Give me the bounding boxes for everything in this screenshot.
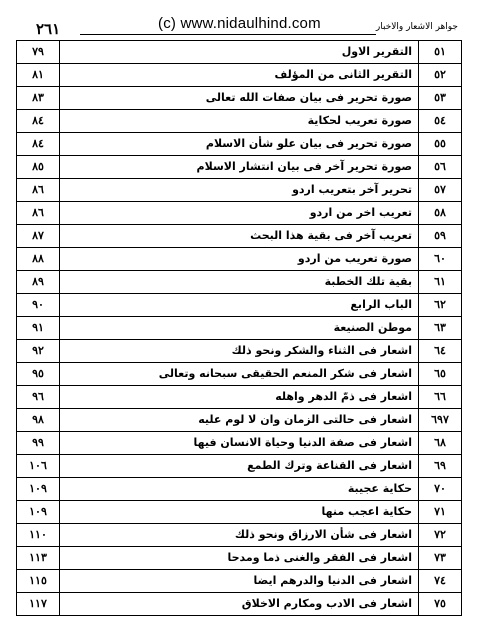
entry-number: ٦٨: [419, 432, 462, 455]
entry-number: ٥٨: [419, 202, 462, 225]
entry-number: ٥٦: [419, 156, 462, 179]
entry-number: ٧١: [419, 501, 462, 524]
header-rule: [80, 34, 376, 35]
entry-number: ٥٣: [419, 87, 462, 110]
entry-title: التقرير الاول: [60, 41, 419, 64]
entry-page: ٨٤: [17, 110, 60, 133]
entry-title: تعريب اخر من اردو: [60, 202, 419, 225]
entry-title: تحرير آخر بتعريب اردو: [60, 179, 419, 202]
entry-page: ١١٠: [17, 524, 60, 547]
table-row: [17, 363, 462, 386]
entry-number: ٦٢: [419, 294, 462, 317]
entry-title: صورة تعريب لحكاية: [60, 110, 419, 133]
entry-number: ٦٣: [419, 317, 462, 340]
entry-page: ٩٠: [17, 294, 60, 317]
table-row: [17, 110, 462, 133]
entry-title: اشعار فى القناعة وترك الطمع: [60, 455, 419, 478]
entry-page: ٩٩: [17, 432, 60, 455]
table-row: [17, 271, 462, 294]
table-row: [17, 294, 462, 317]
entry-number: ٧٣: [419, 547, 462, 570]
entry-number: ٥٩: [419, 225, 462, 248]
entry-page: ١٠٩: [17, 501, 60, 524]
entry-page: ١١٥: [17, 570, 60, 593]
entry-number: ٥١: [419, 41, 462, 64]
entry-page: ٧٩: [17, 41, 60, 64]
entry-title: صورة تعريب من اردو: [60, 248, 419, 271]
page-header: [16, 10, 462, 40]
entry-number: ٦٠: [419, 248, 462, 271]
entry-page: ٩٥: [17, 363, 60, 386]
entry-number: ٦٩٧: [419, 409, 462, 432]
table-row: [17, 225, 462, 248]
entry-title: صورة تحرير فى بيان علو شأن الاسلام: [60, 133, 419, 156]
book-title: جواهر الاشعار والاخبار: [375, 22, 458, 32]
entry-page: ٨٨: [17, 248, 60, 271]
entry-title: اشعار فى ذمّ الدهر واهله: [60, 386, 419, 409]
entry-number: ٧٢: [419, 524, 462, 547]
entry-number: ٦٩: [419, 455, 462, 478]
table-row: [17, 41, 462, 64]
contents-table-body: [17, 41, 462, 616]
entry-number: ٦٦: [419, 386, 462, 409]
page-number: ٢٦١: [36, 20, 61, 38]
entry-page: ٩٦: [17, 386, 60, 409]
entry-page: ٨١: [17, 64, 60, 87]
entry-number: ٦٥: [419, 363, 462, 386]
entry-page: ٨٥: [17, 156, 60, 179]
entry-title: صورة تحرير آخر فى بيان انتشار الاسلام: [60, 156, 419, 179]
entry-number: ٦٤: [419, 340, 462, 363]
entry-title: اشعار فى الثناء والشكر ونحو ذلك: [60, 340, 419, 363]
entry-page: ٨٩: [17, 271, 60, 294]
entry-title: الباب الرابع: [60, 294, 419, 317]
table-row: [17, 133, 462, 156]
table-row: [17, 64, 462, 87]
entry-title: حكاية عجيبة: [60, 478, 419, 501]
entry-number: ٧٠: [419, 478, 462, 501]
entry-title: صورة تحرير فى بيان صفات الله تعالى: [60, 87, 419, 110]
table-row: [17, 455, 462, 478]
table-row: [17, 156, 462, 179]
entry-title: موطن الصنيعة: [60, 317, 419, 340]
entry-title: اشعار فى صفة الدنيا وحياة الانسان فيها: [60, 432, 419, 455]
contents-table: [16, 40, 462, 616]
entry-page: ٨٣: [17, 87, 60, 110]
entry-page: ١٠٦: [17, 455, 60, 478]
entry-title: التقرير الثانى من المؤلف: [60, 64, 419, 87]
entry-page: ٨٤: [17, 133, 60, 156]
table-row: [17, 570, 462, 593]
table-row: [17, 478, 462, 501]
entry-title: بقية تلك الخطبة: [60, 271, 419, 294]
entry-number: ٥٧: [419, 179, 462, 202]
entry-number: ٥٥: [419, 133, 462, 156]
table-row: [17, 386, 462, 409]
table-row: [17, 202, 462, 225]
table-row: [17, 248, 462, 271]
table-row: [17, 593, 462, 616]
table-row: [17, 501, 462, 524]
table-row: [17, 547, 462, 570]
entry-page: ٩٢: [17, 340, 60, 363]
table-row: [17, 179, 462, 202]
entry-number: ٦١: [419, 271, 462, 294]
entry-title: اشعار فى شكر المنعم الحقيقى سبحانه وتعالى: [60, 363, 419, 386]
entry-number: ٧٥: [419, 593, 462, 616]
entry-page: ١١٣: [17, 547, 60, 570]
table-row: [17, 524, 462, 547]
entry-page: ٩١: [17, 317, 60, 340]
table-row: [17, 340, 462, 363]
entry-page: ٨٦: [17, 202, 60, 225]
entry-page: ٨٧: [17, 225, 60, 248]
entry-number: ٥٤: [419, 110, 462, 133]
watermark-url: (c) www.nidaulhind.com: [158, 15, 321, 32]
entry-title: اشعار فى الدنيا والدرهم ايضا: [60, 570, 419, 593]
entry-title: اشعار فى حالتى الزمان وان لا لوم عليه: [60, 409, 419, 432]
entry-title: اشعار فى الادب ومكارم الاخلاق: [60, 593, 419, 616]
table-row: [17, 409, 462, 432]
entry-title: تعريب آخر فى بقية هذا البحث: [60, 225, 419, 248]
table-row: [17, 87, 462, 110]
entry-page: ٨٦: [17, 179, 60, 202]
entry-number: ٥٢: [419, 64, 462, 87]
entry-title: حكاية اعجب منها: [60, 501, 419, 524]
entry-page: ١٠٩: [17, 478, 60, 501]
entry-number: ٧٤: [419, 570, 462, 593]
entry-page: ١١٧: [17, 593, 60, 616]
entry-page: ٩٨: [17, 409, 60, 432]
entry-title: اشعار فى شأن الارزاق ونحو ذلك: [60, 524, 419, 547]
entry-title: اشعار فى الفقر والغنى ذما ومدحا: [60, 547, 419, 570]
table-row: [17, 317, 462, 340]
table-row: [17, 432, 462, 455]
